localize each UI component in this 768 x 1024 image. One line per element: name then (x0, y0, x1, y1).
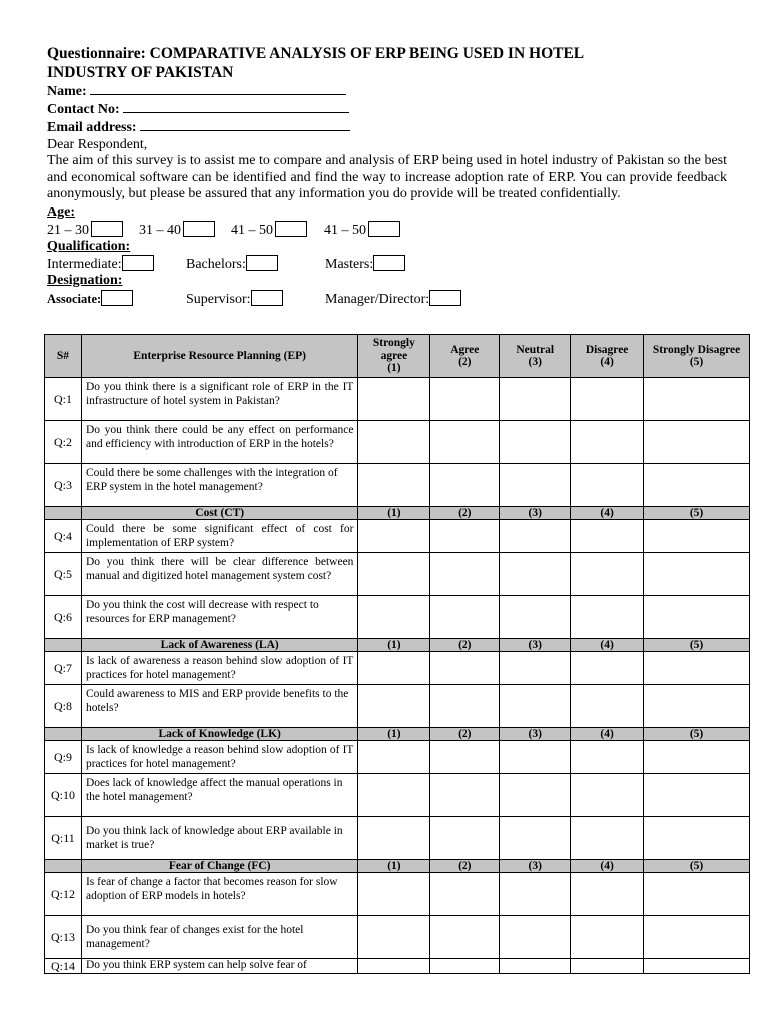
scale-num: (4) (571, 728, 644, 741)
answer-cell-4[interactable] (571, 596, 644, 639)
question-text: Could there be some challenges with the integration of ERP system in the hotel management? (81, 464, 357, 507)
question-id: Q:6 (45, 596, 82, 639)
scale-num: (5) (644, 639, 750, 652)
table-row (45, 378, 750, 421)
scale-num: (5) (644, 507, 750, 520)
survey-table (44, 334, 750, 974)
scale-header-4: Disagree (4) (571, 335, 644, 378)
qualification-option-1: Intermediate: (47, 255, 154, 273)
question-id: Q:7 (45, 652, 82, 685)
scale-header-5: Strongly Disagree (5) (644, 335, 750, 378)
table-row (45, 774, 750, 817)
title-line1: COMPARATIVE ANALYSIS OF ERP BEING USED IN HOTEL (149, 45, 585, 62)
question-text: Could there be some significant effect of cost for implementation of ERP system? (81, 520, 357, 553)
section-title: Cost (CT) (81, 507, 357, 520)
answer-cell-5[interactable] (644, 553, 750, 596)
question-id: Q:1 (45, 378, 82, 421)
contact-label: Contact No: (47, 102, 120, 117)
question-text: Is fear of change a factor that becomes reason for slow adoption of ERP models in hotels? (81, 873, 357, 916)
answer-cell-2[interactable] (430, 959, 500, 974)
question-id: Q:10 (45, 774, 82, 817)
question-id: Q:12 (45, 873, 82, 916)
answer-cell-4[interactable] (571, 421, 644, 464)
designation-checkbox-3[interactable] (429, 290, 461, 306)
section-row-cost (45, 507, 750, 520)
designation-label: Designation: (47, 272, 123, 288)
question-id: Q:14 (45, 959, 82, 974)
answer-cell-1[interactable] (358, 421, 430, 464)
question-id: Q:13 (45, 916, 82, 959)
answer-cell-1[interactable] (358, 817, 430, 860)
qualification-checkbox-1[interactable] (122, 255, 154, 271)
scale-num: (2) (430, 860, 500, 873)
intro-paragraph: The aim of this survey is to assist me to compare and analysis of ERP being used in hotel industry of Pakistan so the best and economical software can be identified and find the way to increase adoption rate of ERP. You can provide feedback anonymously, but please be assured that any information you do provide will be treated confidentially. (47, 153, 727, 202)
answer-cell-5[interactable] (644, 817, 750, 860)
qualification-option-2: Bachelors: (186, 255, 278, 273)
question-text: Does lack of knowledge affect the manual operations in the hotel management? (81, 774, 357, 817)
scale-num: (1) (358, 507, 430, 520)
scale-num: (3) (500, 507, 571, 520)
scale-num: (1) (358, 639, 430, 652)
qualification-option-3: Masters: (325, 255, 405, 273)
answer-cell-4[interactable] (571, 873, 644, 916)
answer-cell-5[interactable] (644, 596, 750, 639)
answer-cell-2[interactable] (430, 464, 500, 507)
email-field (47, 118, 752, 136)
scale-num: (4) (571, 639, 644, 652)
answer-cell-3[interactable] (500, 959, 571, 974)
answer-cell-5[interactable] (644, 464, 750, 507)
scale-header-3: Neutral (3) (500, 335, 571, 378)
age-checkbox-2[interactable] (183, 221, 215, 237)
table-row (45, 741, 750, 774)
age-option-1: 21 – 30 (47, 221, 123, 239)
questionnaire-page (47, 44, 752, 307)
table-row (45, 520, 750, 553)
designation-option-2: Supervisor: (186, 290, 283, 308)
scale-num: (3) (500, 860, 571, 873)
question-id: Q:4 (45, 520, 82, 553)
scale-header-1: Strongly agree (1) (358, 335, 430, 378)
answer-cell-5[interactable] (644, 378, 750, 421)
answer-cell-5[interactable] (644, 959, 750, 974)
scale-num: (3) (500, 639, 571, 652)
question-text: Do you think there could be any effect on performance and efficiency with introduction of ERP in the hotels? (81, 421, 357, 464)
answer-cell-2[interactable] (430, 817, 500, 860)
scale-num: (3) (500, 728, 571, 741)
age-option-2: 31 – 40 (139, 221, 215, 239)
question-id: Q:3 (45, 464, 82, 507)
answer-cell-2[interactable] (430, 873, 500, 916)
answer-cell-5[interactable] (644, 421, 750, 464)
greeting: Dear Respondent, (47, 137, 148, 152)
table-row (45, 873, 750, 916)
question-text: Do you think ERP system can help solve fear of (81, 959, 357, 974)
email-label: Email address: (47, 120, 137, 135)
answer-cell-1[interactable] (358, 774, 430, 817)
table-row (45, 652, 750, 685)
table-row (45, 421, 750, 464)
answer-cell-5[interactable] (644, 741, 750, 774)
answer-cell-2[interactable] (430, 685, 500, 728)
table-row (45, 685, 750, 728)
scale-header-2: Agree (2) (430, 335, 500, 378)
name-field (47, 82, 752, 100)
answer-cell-5[interactable] (644, 774, 750, 817)
answer-cell-2[interactable] (430, 596, 500, 639)
question-text: Could awareness to MIS and ERP provide benefits to the hotels? (81, 685, 357, 728)
answer-cell-4[interactable] (571, 378, 644, 421)
answer-cell-2[interactable] (430, 421, 500, 464)
answer-cell-1[interactable] (358, 873, 430, 916)
qualification-options (47, 255, 752, 272)
answer-cell-1[interactable] (358, 959, 430, 974)
section-row-awareness (45, 639, 750, 652)
question-text: Do you think fear of changes exist for the hotel management? (81, 916, 357, 959)
designation-options (47, 290, 752, 307)
answer-cell-1[interactable] (358, 596, 430, 639)
age-option-4: 41 – 50 (324, 221, 400, 239)
question-id: Q:2 (45, 421, 82, 464)
table-row (45, 464, 750, 507)
question-id: Q:8 (45, 685, 82, 728)
answer-cell-5[interactable] (644, 652, 750, 685)
table-row (45, 596, 750, 639)
answer-cell-1[interactable] (358, 553, 430, 596)
age-label: Age: (47, 204, 75, 220)
answer-cell-3[interactable] (500, 685, 571, 728)
answer-cell-5[interactable] (644, 916, 750, 959)
question-text: Do you think there is a significant role of ERP in the IT infrastructure of hotel system in Pakistan? (81, 378, 357, 421)
answer-cell-2[interactable] (430, 774, 500, 817)
answer-cell-3[interactable] (500, 873, 571, 916)
answer-cell-1[interactable] (358, 464, 430, 507)
answer-cell-4[interactable] (571, 817, 644, 860)
question-text: Do you think the cost will decrease with respect to resources for ERP management? (81, 596, 357, 639)
scale-num: (2) (430, 728, 500, 741)
answer-cell-1[interactable] (358, 652, 430, 685)
answer-cell-2[interactable] (430, 378, 500, 421)
section-row-knowledge (45, 728, 750, 741)
document-title (47, 44, 752, 82)
answer-cell-3[interactable] (500, 421, 571, 464)
table-row (45, 959, 750, 974)
answer-cell-2[interactable] (430, 652, 500, 685)
answer-cell-3[interactable] (500, 378, 571, 421)
scale-num: (4) (571, 507, 644, 520)
answer-cell-1[interactable] (358, 520, 430, 553)
answer-cell-4[interactable] (571, 741, 644, 774)
age-checkbox-4[interactable] (368, 221, 400, 237)
scale-num: (1) (358, 860, 430, 873)
table-row (45, 553, 750, 596)
table-row (45, 916, 750, 959)
answer-cell-3[interactable] (500, 916, 571, 959)
question-text: Is lack of awareness a reason behind slow adoption of IT practices for hotel management? (81, 652, 357, 685)
section-title: Fear of Change (FC) (81, 860, 357, 873)
answer-cell-4[interactable] (571, 520, 644, 553)
answer-cell-3[interactable] (500, 817, 571, 860)
name-label: Name: (47, 84, 87, 99)
age-checkbox-3[interactable] (275, 221, 307, 237)
scale-num: (4) (571, 860, 644, 873)
qualification-checkbox-3[interactable] (373, 255, 405, 271)
designation-option-1: Associate: (47, 290, 133, 308)
answer-cell-4[interactable] (571, 652, 644, 685)
designation-checkbox-2[interactable] (251, 290, 283, 306)
age-options (47, 221, 752, 238)
designation-option-3: Manager/Director: (325, 290, 461, 308)
scale-num: (1) (358, 728, 430, 741)
contact-field (47, 100, 752, 118)
sn-header: S# (45, 335, 82, 378)
designation-checkbox-1[interactable] (101, 290, 133, 306)
section-title: Lack of Awareness (LA) (81, 639, 357, 652)
answer-cell-2[interactable] (430, 741, 500, 774)
answer-cell-3[interactable] (500, 652, 571, 685)
question-id: Q:9 (45, 741, 82, 774)
scale-num: (2) (430, 507, 500, 520)
section-row-fear (45, 860, 750, 873)
contact-input-line[interactable] (123, 100, 349, 113)
question-id: Q:11 (45, 817, 82, 860)
answer-cell-3[interactable] (500, 520, 571, 553)
email-input-line[interactable] (140, 118, 350, 131)
answer-cell-3[interactable] (500, 464, 571, 507)
answer-cell-3[interactable] (500, 774, 571, 817)
answer-cell-4[interactable] (571, 685, 644, 728)
answer-cell-2[interactable] (430, 520, 500, 553)
question-text: Do you think there will be clear difference between manual and digitized hotel management system cost? (81, 553, 357, 596)
scale-num: (5) (644, 860, 750, 873)
answer-cell-1[interactable] (358, 741, 430, 774)
section-header-ep: Enterprise Resource Planning (EP) (81, 335, 357, 378)
answer-cell-1[interactable] (358, 378, 430, 421)
answer-cell-3[interactable] (500, 741, 571, 774)
answer-cell-2[interactable] (430, 553, 500, 596)
name-input-line[interactable] (90, 82, 346, 95)
title-prefix: Questionnaire: (47, 45, 146, 62)
answer-cell-5[interactable] (644, 685, 750, 728)
answer-cell-3[interactable] (500, 553, 571, 596)
answer-cell-4[interactable] (571, 959, 644, 974)
answer-cell-2[interactable] (430, 916, 500, 959)
question-text: Is lack of knowledge a reason behind slow adoption of IT practices for hotel management? (81, 741, 357, 774)
question-id: Q:5 (45, 553, 82, 596)
title-line2: INDUSTRY OF PAKISTAN (47, 64, 234, 81)
question-text: Do you think lack of knowledge about ERP available in market is true? (81, 817, 357, 860)
section-title: Lack of Knowledge (LK) (81, 728, 357, 741)
answer-cell-4[interactable] (571, 774, 644, 817)
answer-cell-3[interactable] (500, 596, 571, 639)
scale-num: (5) (644, 728, 750, 741)
answer-cell-4[interactable] (571, 916, 644, 959)
scale-num: (2) (430, 639, 500, 652)
table-header-row (45, 335, 750, 378)
answer-cell-5[interactable] (644, 520, 750, 553)
answer-cell-1[interactable] (358, 916, 430, 959)
answer-cell-4[interactable] (571, 464, 644, 507)
age-checkbox-1[interactable] (91, 221, 123, 237)
answer-cell-5[interactable] (644, 873, 750, 916)
answer-cell-1[interactable] (358, 685, 430, 728)
qualification-label: Qualification: (47, 238, 131, 254)
qualification-checkbox-2[interactable] (246, 255, 278, 271)
table-row (45, 817, 750, 860)
answer-cell-4[interactable] (571, 553, 644, 596)
age-option-3: 41 – 50 (231, 221, 307, 239)
